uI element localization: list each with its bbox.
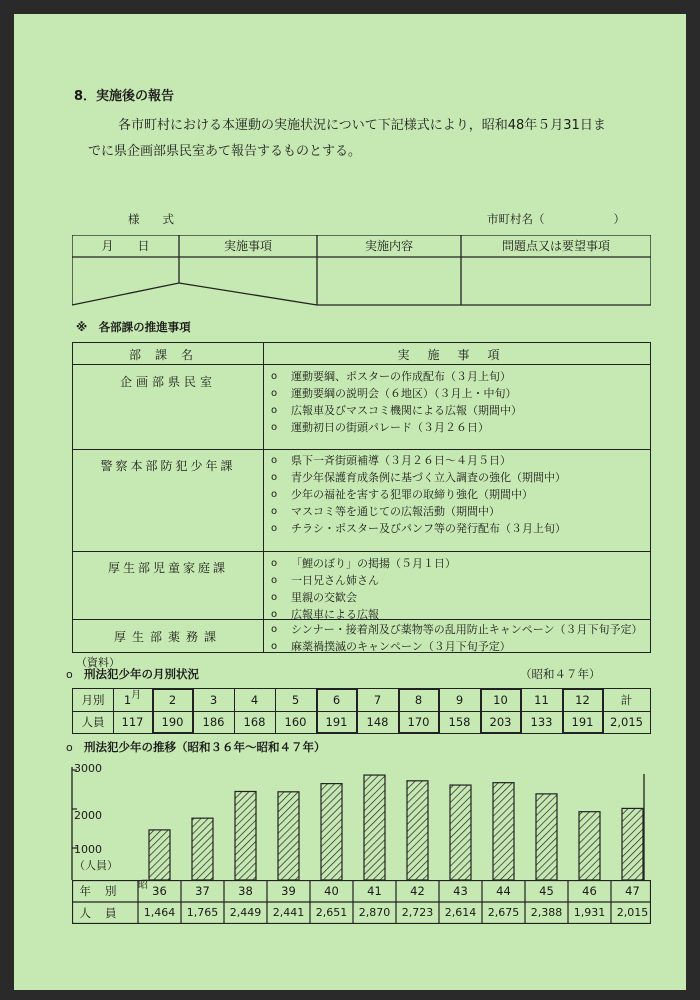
monthly-month-label: 3	[209, 693, 218, 707]
monthly-month-label: 7	[373, 693, 382, 707]
section-heading: 8．実施後の報告	[74, 89, 175, 104]
list-item: o 広報車及びマスコミ機関による広報（期間中）	[271, 404, 522, 417]
dept-items	[265, 555, 645, 623]
bullet-icon: o	[271, 506, 278, 517]
bullet-icon: o	[271, 371, 278, 382]
dept-row-line	[73, 551, 650, 552]
monthly-value: 168	[243, 715, 266, 729]
chart-bar	[493, 783, 514, 880]
chart-bar	[321, 784, 342, 880]
bullet-icon: o	[271, 455, 278, 466]
bullet-icon: o	[271, 523, 278, 534]
monthly-month-label: 11	[534, 693, 549, 707]
monthly-total-value: 2,015	[610, 715, 643, 729]
chart-year-label: 46	[582, 884, 597, 898]
chart-value-label: 2,449	[229, 906, 262, 919]
chart-year-label: 39	[281, 884, 296, 898]
bullet-icon: o	[271, 405, 278, 416]
monthly-title: 刑法犯少年の月別状況	[84, 667, 199, 681]
chart-year-label: 40	[324, 884, 339, 898]
trend-chart	[62, 762, 654, 880]
y-tick-label: 3000	[74, 762, 102, 775]
y-tick-label: 1000	[74, 843, 102, 856]
monthly-month-label: 1月	[123, 690, 142, 707]
list-item: o チラシ・ポスター及びパンフ等の発行配布（３月上旬）	[271, 522, 566, 535]
chart-bar	[536, 794, 557, 880]
bullet-icon: o	[271, 624, 278, 635]
chart-bar	[278, 792, 299, 880]
chart-value-label: 2,651	[315, 906, 348, 919]
dept-name: 企画部県民室	[119, 375, 216, 389]
list-item: o 麻薬禍撲滅のキャンペーン（３月下旬予定）	[271, 640, 511, 653]
list-item: o 少年の福祉を害する犯罪の取締り強化（期間中）	[271, 488, 533, 501]
bullet-icon: o	[271, 609, 278, 620]
chart-year-label: 44	[496, 884, 511, 898]
monthly-value: 191	[571, 715, 594, 729]
section-body-line1: 各市町村における本運動の実施状況について下記様式により，昭和48年５月31日ま	[118, 118, 606, 133]
chart-bar	[450, 785, 471, 880]
chart-year-label: 38	[238, 884, 253, 898]
chart-value-label: 2,723	[401, 906, 434, 919]
monthly-year: （昭和４７年）	[520, 667, 601, 681]
col-content: 実施内容	[364, 239, 413, 253]
chart-year-label: 45	[539, 884, 554, 898]
chart-bar	[235, 791, 256, 880]
monthly-month-label: 9	[455, 693, 464, 707]
list-item: o 「鯉のぼり」の掲揚（５月１日）	[271, 557, 456, 570]
dept-col-header: 部課名	[128, 348, 207, 362]
bullet-icon: o	[271, 575, 278, 586]
bullet-icon: o	[271, 422, 278, 433]
list-item: o 運動要綱の説明会（６地区）（３月上・中旬）	[271, 387, 517, 400]
chart-year-label: 41	[367, 884, 382, 898]
bullet-icon: o	[271, 472, 278, 483]
reference-label: （資料）	[76, 656, 120, 669]
section-body-line2: でに県企画部県民室あて報告するものとする。	[88, 144, 362, 159]
chart-bar	[579, 812, 600, 880]
chart-value-label: 2,441	[272, 906, 305, 919]
monthly-header-month: 月別	[81, 693, 105, 707]
bullet-icon: o	[66, 668, 73, 681]
monthly-month-label: 2	[168, 693, 177, 707]
chart-value-label: 2,015	[616, 906, 649, 919]
bullet-icon: o	[271, 388, 278, 399]
chart-value-label: 2,675	[487, 906, 520, 919]
department-table	[72, 342, 651, 653]
chart-year-label: 47	[625, 884, 640, 898]
list-item: o 運動要綱、ポスターの作成配布（３月上旬）	[271, 370, 511, 383]
monthly-month-label: 6	[332, 693, 341, 707]
monthly-header-people: 人員	[81, 715, 105, 729]
monthly-value: 148	[366, 715, 389, 729]
bullet-icon: o	[271, 592, 278, 603]
document-sheet	[14, 14, 686, 990]
col-items: 実施事項	[223, 239, 272, 253]
era-label: 昭	[138, 880, 148, 891]
chart-bar	[149, 830, 170, 880]
dept-items	[265, 452, 645, 537]
monthly-value: 133	[530, 715, 553, 729]
dept-row-line	[73, 449, 650, 450]
report-form-table	[72, 235, 651, 307]
chart-value-label: 1,931	[573, 906, 606, 919]
dept-items	[265, 621, 645, 655]
bullet-icon: o	[66, 741, 73, 754]
chart-title: 刑法犯少年の推移（昭和３６年～昭和４７年）	[84, 740, 326, 754]
actions-col-header: 実施事項	[397, 348, 518, 362]
chart-bar	[364, 775, 385, 880]
monthly-value: 117	[121, 715, 144, 729]
bullet-icon: o	[271, 558, 278, 569]
list-item: o 県下一斉街頭補導（３月２６日～４月５日）	[271, 454, 511, 467]
list-item: o 一日兄さん姉さん	[271, 574, 379, 587]
monthly-month-label: 12	[575, 693, 590, 707]
monthly-value: 160	[284, 715, 307, 729]
chart-year-label: 37	[195, 884, 210, 898]
chart-value-label: 2,870	[358, 906, 391, 919]
dept-name: 厚生部薬務課	[113, 630, 222, 644]
dept-name: 厚生部児童家庭課	[107, 561, 228, 575]
chart-bar	[622, 808, 643, 880]
chart-bar	[407, 781, 428, 880]
chart-header-people: 人員	[79, 906, 131, 920]
monthly-total-label: 計	[620, 693, 633, 707]
chart-value-label: 1,765	[186, 906, 219, 919]
monthly-month-label: 10	[493, 693, 508, 707]
chart-bar	[192, 818, 213, 880]
chart-data-table	[72, 880, 651, 924]
dept-section-heading: ※ 各部課の推進事項	[76, 320, 191, 334]
monthly-table	[72, 688, 651, 734]
list-item: o 広報車による広報	[271, 608, 379, 621]
col-issues: 問題点又は要望事項	[501, 239, 610, 253]
list-item: o 運動初日の街頭パレード（３月２６日）	[271, 421, 489, 434]
y-tick-label: 2000	[74, 809, 102, 822]
municipality-label: 市町村名（ ）	[487, 212, 625, 226]
monthly-value: 158	[448, 715, 471, 729]
y-axis-unit: （人員）	[74, 859, 118, 872]
chart-header-year: 年別	[79, 884, 131, 898]
list-item: o マスコミ等を通じての広報活動（期間中）	[271, 505, 500, 518]
chart-year-label: 42	[410, 884, 425, 898]
monthly-value: 190	[161, 715, 184, 729]
chart-value-label: 2,614	[444, 906, 477, 919]
monthly-month-label: 5	[291, 693, 300, 707]
list-item: o シンナー・接着剤及び薬物等の乱用防止キャンペーン（３月下旬予定）	[271, 623, 643, 636]
list-item: o 里親の交歓会	[271, 591, 357, 604]
trend-chart-svg	[62, 766, 654, 880]
chart-year-label: 43	[453, 884, 468, 898]
col-month-day: 月 日	[101, 239, 150, 253]
monthly-value: 186	[202, 715, 225, 729]
bullet-icon: o	[271, 489, 278, 500]
monthly-value: 203	[489, 715, 512, 729]
dept-row-line	[73, 364, 650, 365]
dept-name: 警察本部防犯少年課	[100, 459, 236, 473]
monthly-month-label: 4	[250, 693, 259, 707]
form-label: 様 式	[128, 212, 174, 226]
dept-items	[265, 368, 645, 436]
list-item: o 青少年保護育成条例に基づく立入調査の強化（期間中）	[271, 471, 566, 484]
chart-value-label: 2,388	[530, 906, 563, 919]
chart-year-label: 36	[152, 884, 167, 898]
monthly-month-label: 8	[414, 693, 423, 707]
monthly-value: 170	[407, 715, 430, 729]
chart-value-label: 1,464	[143, 906, 176, 919]
monthly-value: 191	[325, 715, 348, 729]
dept-divider	[263, 343, 264, 652]
bullet-icon: o	[271, 641, 278, 652]
